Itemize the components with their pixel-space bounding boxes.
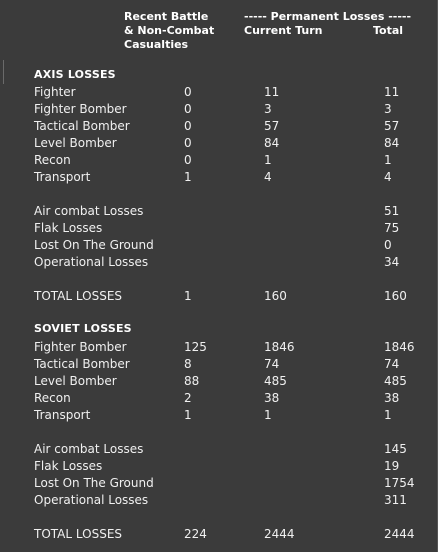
row-label: Recon [34,153,71,167]
row-total: 38 [384,391,400,405]
panel-edge-marker [3,60,4,84]
soviet-row-tactical-bomber [0,356,438,373]
row-label: Fighter Bomber [34,102,127,116]
row-current-turn: 485 [264,374,287,388]
total-label: TOTAL LOSSES [34,527,123,541]
header-permanent-losses: ----- Permanent Losses ----- [244,10,412,23]
row-total: 4 [384,170,392,184]
header-recent-line1: Recent Battle [124,10,209,23]
soviet-summary-ground [0,475,438,492]
row-total: 57 [384,119,400,133]
row-recent: 0 [184,153,192,167]
row-label: Transport [34,408,91,422]
summary-label: Flak Losses [34,459,103,473]
row-recent: 125 [184,340,207,354]
row-current-turn: 1 [264,408,272,422]
summary-label: Lost On The Ground [34,238,154,252]
soviet-summary-flak [0,458,438,475]
row-total: 1 [384,153,392,167]
row-label: Transport [34,170,91,184]
axis-row-transport [0,169,438,186]
axis-summary-operational [0,254,438,271]
row-total: 485 [384,374,407,388]
row-label: Tactical Bomber [34,119,130,133]
row-total: 3 [384,102,392,116]
axis-row-fighter-bomber [0,101,438,118]
soviet-row-level-bomber [0,373,438,390]
summary-total: 19 [384,459,400,473]
summary-total: 51 [384,204,400,218]
axis-row-fighter [0,84,438,101]
header-total: Total [373,24,404,37]
row-current-turn: 3 [264,102,272,116]
row-current-turn: 84 [264,136,280,150]
row-total: 74 [384,357,400,371]
summary-total: 145 [384,442,407,456]
total-total: 2444 [384,527,415,541]
axis-row-recon [0,152,438,169]
row-total: 11 [384,85,400,99]
row-current-turn: 11 [264,85,280,99]
row-recent: 1 [184,408,192,422]
row-label: Tactical Bomber [34,357,130,371]
row-current-turn: 57 [264,119,280,133]
row-recent: 0 [184,85,192,99]
summary-total: 34 [384,255,400,269]
row-label: Level Bomber [34,136,117,150]
soviet-losses-title: SOVIET LOSSES [34,322,132,335]
row-recent: 88 [184,374,200,388]
summary-label: Operational Losses [34,493,149,507]
row-recent: 0 [184,136,192,150]
row-total: 1 [384,408,392,422]
header-recent-line3: Casualties [124,38,189,51]
soviet-row-recon [0,390,438,407]
total-total: 160 [384,289,407,303]
row-recent: 1 [184,170,192,184]
row-recent: 8 [184,357,192,371]
summary-label: Air combat Losses [34,442,144,456]
total-label: TOTAL LOSSES [34,289,123,303]
summary-total: 1754 [384,476,415,490]
row-recent: 0 [184,119,192,133]
axis-total-losses [0,288,438,305]
soviet-summary-operational [0,492,438,509]
summary-label: Flak Losses [34,221,103,235]
header-recent-line2: & Non-Combat [124,24,215,37]
row-label: Level Bomber [34,374,117,388]
row-total: 1846 [384,340,415,354]
row-current-turn: 4 [264,170,272,184]
soviet-row-transport [0,407,438,424]
summary-total: 0 [384,238,392,252]
axis-losses-title: AXIS LOSSES [34,68,116,81]
total-current-turn: 2444 [264,527,295,541]
row-total: 84 [384,136,400,150]
axis-summary-flak [0,220,438,237]
summary-label: Operational Losses [34,255,149,269]
row-label: Fighter [34,85,76,99]
axis-row-level-bomber [0,135,438,152]
soviet-summary-air-combat [0,441,438,458]
axis-row-tactical-bomber [0,118,438,135]
header-current-turn: Current Turn [244,24,323,37]
soviet-row-fighter-bomber [0,339,438,356]
summary-label: Air combat Losses [34,204,144,218]
row-recent: 2 [184,391,192,405]
total-current-turn: 160 [264,289,287,303]
total-recent: 1 [184,289,192,303]
row-current-turn: 38 [264,391,280,405]
axis-summary-ground [0,237,438,254]
row-recent: 0 [184,102,192,116]
summary-total: 75 [384,221,400,235]
total-recent: 224 [184,527,207,541]
row-current-turn: 1 [264,153,272,167]
row-label: Fighter Bomber [34,340,127,354]
row-current-turn: 1846 [264,340,295,354]
soviet-total-losses [0,526,438,543]
row-label: Recon [34,391,71,405]
summary-total: 311 [384,493,407,507]
axis-summary-air-combat [0,203,438,220]
summary-label: Lost On The Ground [34,476,154,490]
row-current-turn: 74 [264,357,280,371]
